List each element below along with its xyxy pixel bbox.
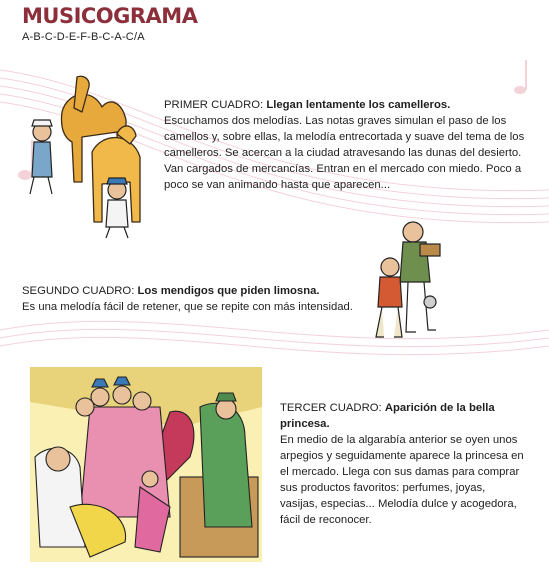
- section-first: [164, 97, 534, 193]
- section-second-heading-line: [22, 283, 367, 299]
- section-third-heading-line: [280, 400, 525, 432]
- section-third-label: TERCER CUADRO:: [280, 402, 382, 414]
- section-second-title: Los mendigos que piden limosna.: [137, 285, 320, 297]
- section-first-label: PRIMER CUADRO:: [164, 99, 264, 111]
- section-third-body: En medio de la algarabía anterior se oyen unos arpegios y seguidamente aparece la princesa en el mercado. Llega con sus damas para comprar sus productos favoritos: perfumes, joyas, vasijas, especias... Melodía dulce y acogedora, fácil de reconocer.: [280, 434, 524, 526]
- section-third-title: Aparición de la bella princesa.: [280, 402, 495, 430]
- beggars-illustration: [368, 212, 448, 347]
- form-sequence: A-B-C-D-E-F-B-C-A-C/A: [22, 31, 145, 43]
- section-second-label: SEGUNDO CUADRO:: [22, 285, 135, 297]
- section-first-title: Llegan lentamente los camelleros.: [266, 99, 451, 111]
- camel-drivers-illustration: [22, 72, 152, 240]
- section-first-heading-line: [164, 97, 534, 113]
- section-second-body: Es una melodía fácil de retener, que se repite con más intensidad.: [22, 301, 353, 313]
- princess-market-illustration: [30, 367, 262, 562]
- section-first-body: Escuchamos dos melodías. Las notas graves simulan el paso de los camellos y, sobre ellas, la melodía entrecortada y suave del tema de los camelleros. Se acercan a la ciudad atravesando las dunas del desierto. Van cargados de mercancías. Entran en el mercado con miedo. Poco a poco se van animando hasta que aparecen...: [164, 115, 525, 191]
- page-title: MUSICOGRAMA: [22, 4, 198, 28]
- section-second: [22, 283, 367, 315]
- section-third: [280, 400, 525, 528]
